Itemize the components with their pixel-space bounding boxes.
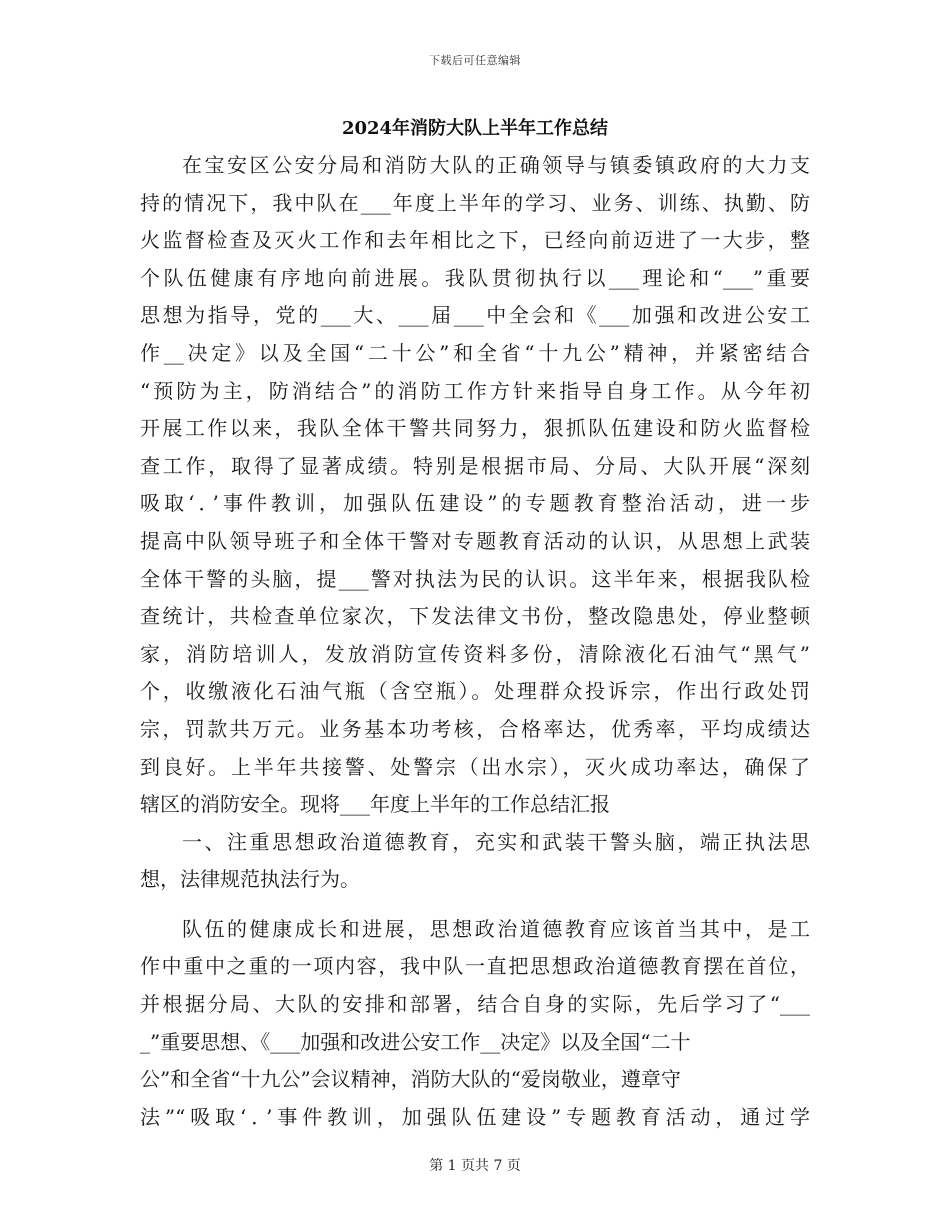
- text-line: “预防为主，防消结合”的消防工作方针来指导自身工作。从今年初: [140, 378, 810, 403]
- paragraph-section-1-body: [140, 911, 810, 1137]
- text-line: 个，收缴液化石油气瓶（含空瓶）。处理群众投诉宗，作出行政处罚: [140, 679, 810, 704]
- text-line: _”重要思想、《___加强和改进公安工作__决定》以及全国“二十: [140, 1029, 691, 1054]
- text-line: 到良好。上半年共接警、处警宗（出水宗），灭火成功率达，确保了: [140, 754, 810, 779]
- text-line: 作中重中之重的一项内容，我中队一直把思想政治道德教育摆在首位，: [140, 954, 810, 979]
- text-line: 家，消防培训人，发放消防宣传资料多份，清除液化石油气“黑气”: [140, 641, 810, 666]
- text-line: 开展工作以来，我队全体干警共同努力，狠抓队伍建设和防火监督检: [140, 416, 810, 441]
- text-line: 并根据分局、大队的安排和部署，结合自身的实际，先后学习了“___: [140, 992, 810, 1017]
- text-line: 想，法律规范执法行为。: [140, 867, 360, 892]
- text-line: 辖区的消防安全。现将___年度上半年的工作总结汇报: [140, 792, 610, 817]
- text-line: 队伍的健康成长和进展，思想政治道德教育应该首当其中，是工: [182, 916, 810, 941]
- text-line: 一、注重思想政治道德教育，充实和武装干警头脑，端正执法思: [182, 829, 810, 854]
- text-line: 查统计，共检查单位家次，下发法律文书份，整改隐患处，停业整顿: [140, 604, 810, 629]
- text-line: 吸取‘．’事件教训，加强队伍建设”的专题教育整治活动，进一步: [140, 491, 810, 516]
- text-line: 作__决定》以及全国“二十公”和全省“十九公”精神，并紧密结合: [140, 340, 810, 365]
- page-footer: 第 1 页共 7 页: [429, 1158, 521, 1174]
- paragraph-intro: [140, 147, 810, 824]
- document-title: 2024年消防大队上半年工作总结: [341, 118, 609, 139]
- text-line: 法”“吸取‘．’事件教训，加强队伍建设”专题教育活动，通过学: [140, 1104, 810, 1129]
- text-line: 在宝安区公安分局和消防大队的正确领导与镇委镇政府的大力支: [182, 153, 810, 177]
- text-line: 个队伍健康有序地向前进展。我队贯彻执行以___理论和“___”重要: [140, 265, 810, 290]
- section-heading-1: [140, 824, 810, 899]
- text-line: 提高中队领导班子和全体干警对专题教育活动的认识，从思想上武装: [140, 528, 810, 553]
- page-header: 下载后可任意编辑: [429, 54, 521, 67]
- text-line: 查工作，取得了显著成绩。特别是根据市局、分局、大队开展“深刻: [140, 453, 810, 478]
- text-line: 思想为指导，党的___大、___届___中全会和《___加强和改进公安工: [140, 303, 810, 328]
- document-body: [140, 147, 810, 1136]
- text-line: 持的情况下，我中队在___年度上半年的学习、业务、训练、执勤、防: [140, 190, 810, 215]
- text-line: 全体干警的头脑，提___警对执法为民的认识。这半年来，根据我队检: [140, 566, 810, 591]
- text-line: 宗，罚款共万元。业务基本功考核，合格率达，优秀率，平均成绩达: [140, 716, 810, 741]
- text-line: 火监督检查及灭火工作和去年相比之下，已经向前迈进了一大步，整: [140, 228, 810, 253]
- text-line: 公”和全省“十九公”会议精神，消防大队的“爱岗敬业，遵章守: [140, 1067, 681, 1092]
